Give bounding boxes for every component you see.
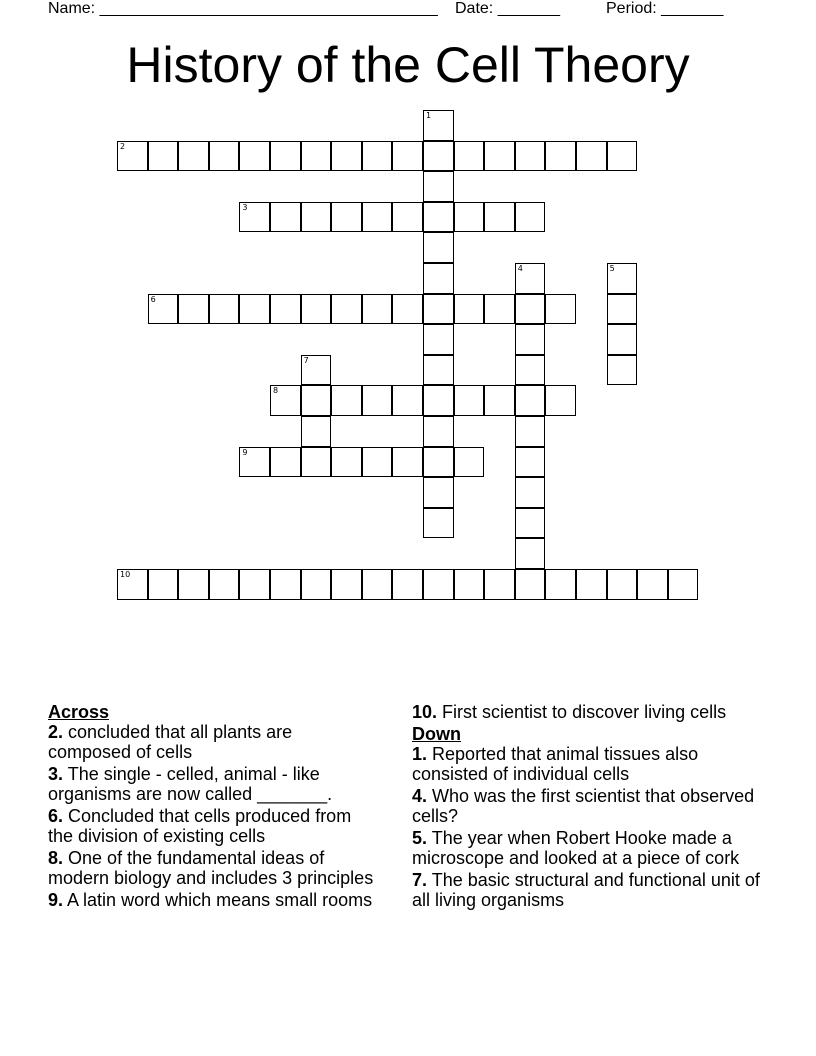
grid-cell[interactable] [331,447,362,478]
grid-cell[interactable] [515,263,546,294]
clue-text: A latin word which means small rooms [67,890,373,910]
grid-cell[interactable] [423,263,454,294]
grid-cell[interactable] [301,569,332,600]
grid-cell[interactable] [178,294,209,325]
clue-number: 9. [48,890,64,910]
grid-cell[interactable] [423,477,454,508]
grid-cell[interactable] [331,569,362,600]
grid-cell[interactable] [239,294,270,325]
grid-cell[interactable] [209,141,240,172]
clue-text: Who was the first scientist that observed cells? [412,786,755,826]
clue-down-4 [412,786,762,826]
name-field[interactable]: Name: ______________________________________ [48,0,438,17]
grid-cell[interactable] [515,416,546,447]
grid-cell[interactable] [392,385,423,416]
grid-cell[interactable] [301,416,332,447]
grid-cell[interactable] [423,447,454,478]
clue-number: 10. [412,702,438,722]
grid-cell[interactable] [423,202,454,233]
clues-right-column [412,702,762,912]
grid-cell[interactable] [301,294,332,325]
grid-cell[interactable] [362,385,393,416]
grid-cell[interactable] [607,294,638,325]
clue-down-7 [412,870,762,910]
clue-across-8 [48,848,378,888]
grid-cell[interactable] [331,294,362,325]
grid-cell[interactable] [423,416,454,447]
grid-cell[interactable] [117,141,148,172]
grid-cell[interactable] [545,569,576,600]
clue-number-label: 6 [150,294,156,304]
clue-number-label: 3 [242,202,248,212]
grid-cell[interactable] [454,294,485,325]
grid-cell[interactable] [362,141,393,172]
grid-cell[interactable] [515,324,546,355]
clue-number: 3. [48,764,64,784]
grid-cell[interactable] [331,202,362,233]
page-title: History of the Cell Theory [126,37,690,93]
grid-cell[interactable] [515,355,546,386]
clue-number: 5. [412,828,428,848]
clue-across-3 [48,764,378,804]
grid-cell[interactable] [301,202,332,233]
clue-text: One of the fundamental ideas of modern biology and includes 3 principles [48,848,374,888]
clue-number: 4. [412,786,428,806]
clue-text: concluded that all plants are composed of cells [48,722,293,762]
grid-cell[interactable] [484,202,515,233]
clue-number-label: 7 [303,355,309,365]
grid-cell[interactable] [515,294,546,325]
grid-cell[interactable] [392,294,423,325]
clue-number-label: 5 [609,264,615,273]
grid-cell[interactable] [545,294,576,325]
clue-down-5 [412,828,762,868]
grid-cell[interactable] [515,141,546,172]
grid-cell[interactable] [362,202,393,233]
grid-cell[interactable] [607,355,638,386]
grid-cell[interactable] [454,385,485,416]
grid-cell[interactable] [117,569,148,600]
clue-across-6 [48,806,378,846]
grid-cell[interactable] [607,263,638,294]
grid-cell[interactable] [239,569,270,600]
grid-cell[interactable] [423,508,454,539]
grid-cell[interactable] [423,355,454,386]
grid-cell[interactable] [423,171,454,202]
grid-cell[interactable] [270,141,301,172]
clue-number: 7. [412,870,428,890]
grid-cell[interactable] [178,141,209,172]
grid-cell[interactable] [545,385,576,416]
clue-text: Concluded that cells produced from the division of existing cells [48,806,352,846]
clue-number-label: 2 [120,141,126,151]
clue-number: 8. [48,848,64,868]
grid-cell[interactable] [392,569,423,600]
grid-cell[interactable] [545,141,576,172]
grid-cell[interactable] [515,447,546,478]
grid-cell[interactable] [239,141,270,172]
grid-cell[interactable] [423,569,454,600]
clue-number: 1. [412,744,428,764]
clue-across-10 [412,702,762,722]
grid-cell[interactable] [392,141,423,172]
clue-text: The basic structural and functional unit of all living organisms [412,870,760,910]
grid-cell[interactable] [270,385,301,416]
grid-cell[interactable] [362,569,393,600]
clue-number-label: 9 [242,447,248,457]
grid-cell[interactable] [668,569,699,600]
grid-cell[interactable] [423,141,454,172]
grid-cell[interactable] [484,294,515,325]
clue-number-label: 1 [426,111,432,120]
grid-cell[interactable] [331,141,362,172]
grid-cell[interactable] [209,569,240,600]
grid-cell[interactable] [392,202,423,233]
grid-cell[interactable] [148,294,179,325]
grid-cell[interactable] [515,477,546,508]
clue-number-label: 4 [517,264,523,273]
period-field[interactable]: Period: _______ [606,0,724,17]
grid-cell[interactable] [301,447,332,478]
clue-number: 2. [48,722,64,742]
grid-cell[interactable] [423,385,454,416]
grid-cell[interactable] [576,141,607,172]
clues-left-column [48,702,378,912]
grid-cell[interactable] [270,294,301,325]
grid-cell[interactable] [270,447,301,478]
grid-cell[interactable] [423,110,454,141]
grid-cell[interactable] [362,294,393,325]
grid-cell[interactable] [423,232,454,263]
grid-cell[interactable] [148,141,179,172]
grid-cell[interactable] [239,447,270,478]
grid-cell[interactable] [576,569,607,600]
grid-cell[interactable] [515,202,546,233]
grid-cell[interactable] [362,447,393,478]
across-heading: Across [48,702,110,722]
date-field[interactable]: Date: _______ [455,0,560,17]
clue-number-label: 10 [120,570,131,579]
clue-across-2 [48,722,378,762]
grid-cell[interactable] [270,569,301,600]
grid-cell[interactable] [423,324,454,355]
clue-text: First scientist to discover living cells [442,702,727,722]
clue-text: The year when Robert Hooke made a microscope and looked at a piece of cork [412,828,740,868]
grid-cell[interactable] [515,385,546,416]
grid-cell[interactable] [301,141,332,172]
grid-cell[interactable] [331,385,362,416]
clue-down-1 [412,744,762,784]
grid-cell[interactable] [454,141,485,172]
grid-cell[interactable] [454,447,485,478]
clue-across-9 [48,890,378,910]
grid-cell[interactable] [148,569,179,600]
grid-cell[interactable] [637,569,668,600]
grid-cell[interactable] [178,569,209,600]
grid-cell[interactable] [209,294,240,325]
grid-cell[interactable] [454,569,485,600]
grid-cell[interactable] [515,508,546,539]
grid-cell[interactable] [515,538,546,569]
grid-cell[interactable] [484,569,515,600]
clue-text: The single - celled, animal - like organisms are now called _______. [48,764,333,804]
grid-cell[interactable] [454,202,485,233]
grid-cell[interactable] [607,141,638,172]
grid-cell[interactable] [484,141,515,172]
grid-cell[interactable] [607,569,638,600]
grid-cell[interactable] [607,324,638,355]
grid-cell[interactable] [423,294,454,325]
grid-cell[interactable] [270,202,301,233]
down-heading: Down [412,724,461,744]
clue-number-label: 8 [273,386,279,396]
grid-cell[interactable] [515,569,546,600]
clue-number: 6. [48,806,64,826]
grid-cell[interactable] [392,447,423,478]
grid-cell[interactable] [239,202,270,233]
grid-cell[interactable] [301,385,332,416]
grid-cell[interactable] [484,385,515,416]
grid-cell[interactable] [301,355,332,386]
clue-text: Reported that animal tissues also consisted of individual cells [412,744,699,784]
